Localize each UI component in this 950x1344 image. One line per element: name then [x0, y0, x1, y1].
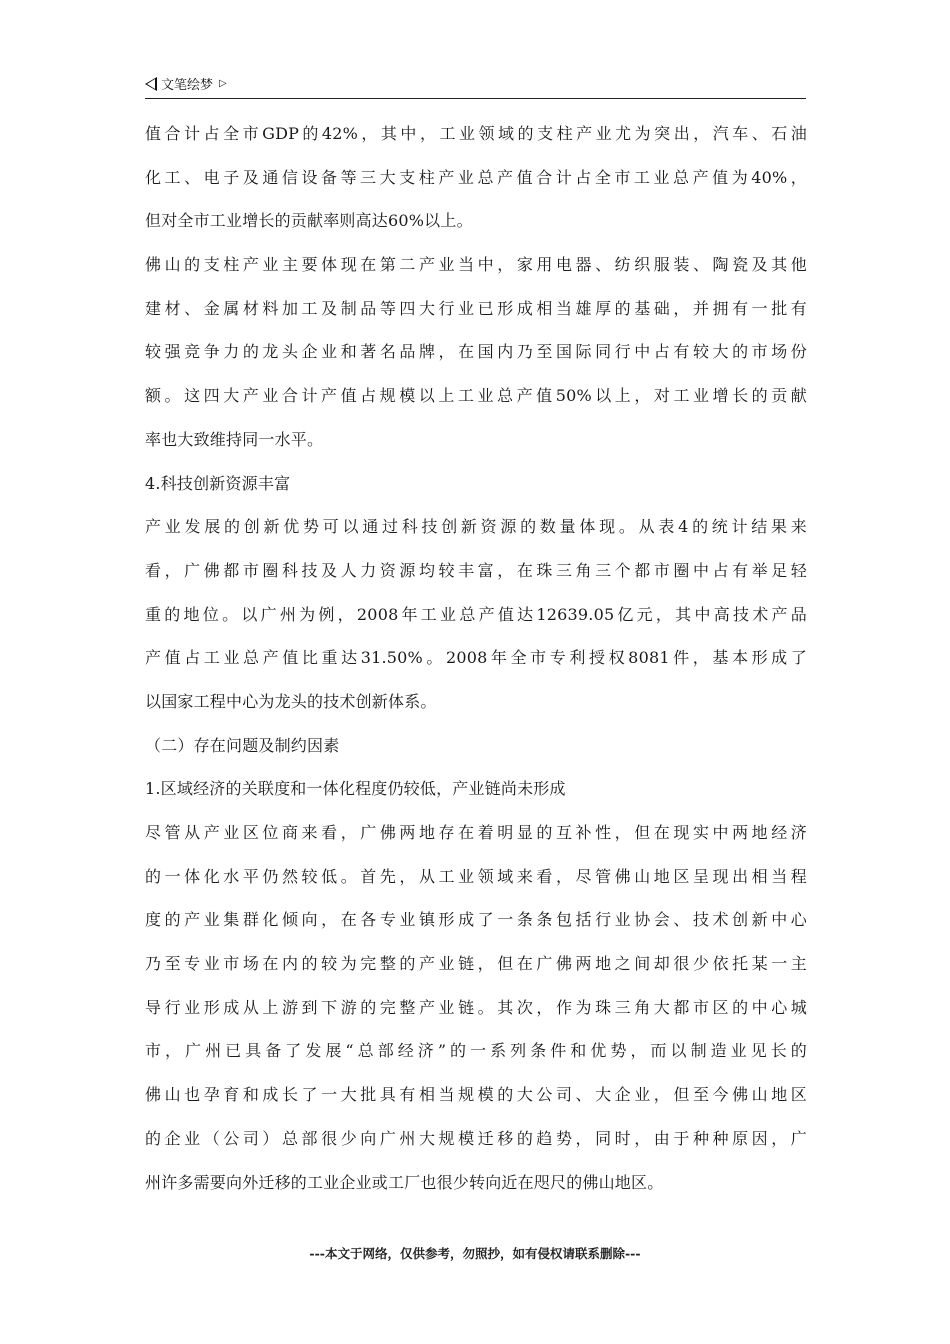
text-line: （二）存在问题及制约因素	[145, 735, 340, 755]
text-line: 值合计占全市GDP的42%，其中，工业领域的支柱产业尤为突出，汽车、石油	[145, 124, 807, 143]
header-brand	[145, 74, 227, 93]
triangle-left-outline-icon	[145, 77, 157, 91]
text-line: 率也大致维持同一水平。	[145, 429, 324, 449]
text-line: 乃至专业市场在内的较为完整的产业链，但在广佛两地之间却很少依托某一主	[145, 954, 807, 974]
text-line: 但对全市工业增长的贡献率则高达60%以上。	[145, 211, 473, 231]
text-line: 额。这四大产业合计产值占规模以上工业总产值50%以上，对工业增长的贡献	[145, 386, 807, 406]
text-line: 化工、电子及通信设备等三大支柱产业总产值合计占全市工业总产值为40%，	[145, 167, 807, 187]
text-line: 市，广州已具备了发展“总部经济”的一系列条件和优势，而以制造业见长的	[145, 1041, 807, 1061]
text-line: 以国家工程中心为龙头的技术创新体系。	[145, 691, 437, 711]
triangle-right-outline-icon: ▷	[219, 78, 227, 89]
text-line: 度的产业集群化倾向，在各专业镇形成了一条条包括行业协会、技术创新中心	[145, 910, 807, 930]
text-line: 1.区域经济的关联度和一体化程度仍较低，产业链尚未形成	[145, 779, 566, 799]
text-line: 建材、金属材料加工及制品等四大行业已形成相当雄厚的基础，并拥有一批有	[145, 298, 807, 318]
text-line: 佛山也孕育和成长了一大批具有相当规模的大公司、大企业，但至今佛山地区	[145, 1085, 807, 1105]
text-line: 导行业形成从上游到下游的完整产业链。其次，作为珠三角大都市区的中心城	[145, 997, 807, 1017]
text-line: 的企业（公司）总部很少向广州大规模迁移的趋势，同时，由于种种原因，广	[145, 1128, 807, 1148]
brand-name: 文笔绘梦	[161, 78, 214, 93]
disclaimer-footer: ---本文于网络，仅供参考，勿照抄，如有侵权请联系删除---	[309, 1246, 641, 1261]
text-line: 佛山的支柱产业主要体现在第二产业当中，家用电器、纺织服装、陶瓷及其他	[145, 255, 807, 275]
document-body	[145, 112, 807, 1204]
text-line: 的一体化水平仍然较低。首先，从工业领域来看，尽管佛山地区呈现出相当程	[145, 866, 807, 886]
text-line: 产值占工业总产值比重达31.50%。2008年全市专利授权8081件，基本形成了	[145, 648, 807, 668]
text-line: 重的地位。以广州为例，2008年工业总产值达12639.05亿元，其中高技术产品	[145, 604, 807, 624]
text-line: 尽管从产业区位商来看，广佛两地存在着明显的互补性，但在现实中两地经济	[145, 823, 807, 842]
page-header	[145, 74, 806, 99]
text-line: 产业发展的创新优势可以通过科技创新资源的数量体现。从表4的统计结果来	[145, 517, 807, 537]
text-line: 州许多需要向外迁移的工业企业或工厂也很少转向近在咫尺的佛山地区。	[145, 1172, 664, 1192]
text-line: 看，广佛都市圈科技及人力资源均较丰富，在珠三角三个都市圈中占有举足轻	[145, 560, 807, 580]
text-line: 较强竞争力的龙头企业和著名品牌，在国内乃至国际同行中占有较大的市场份	[145, 342, 807, 362]
text-line: 4.科技创新资源丰富	[145, 473, 291, 493]
